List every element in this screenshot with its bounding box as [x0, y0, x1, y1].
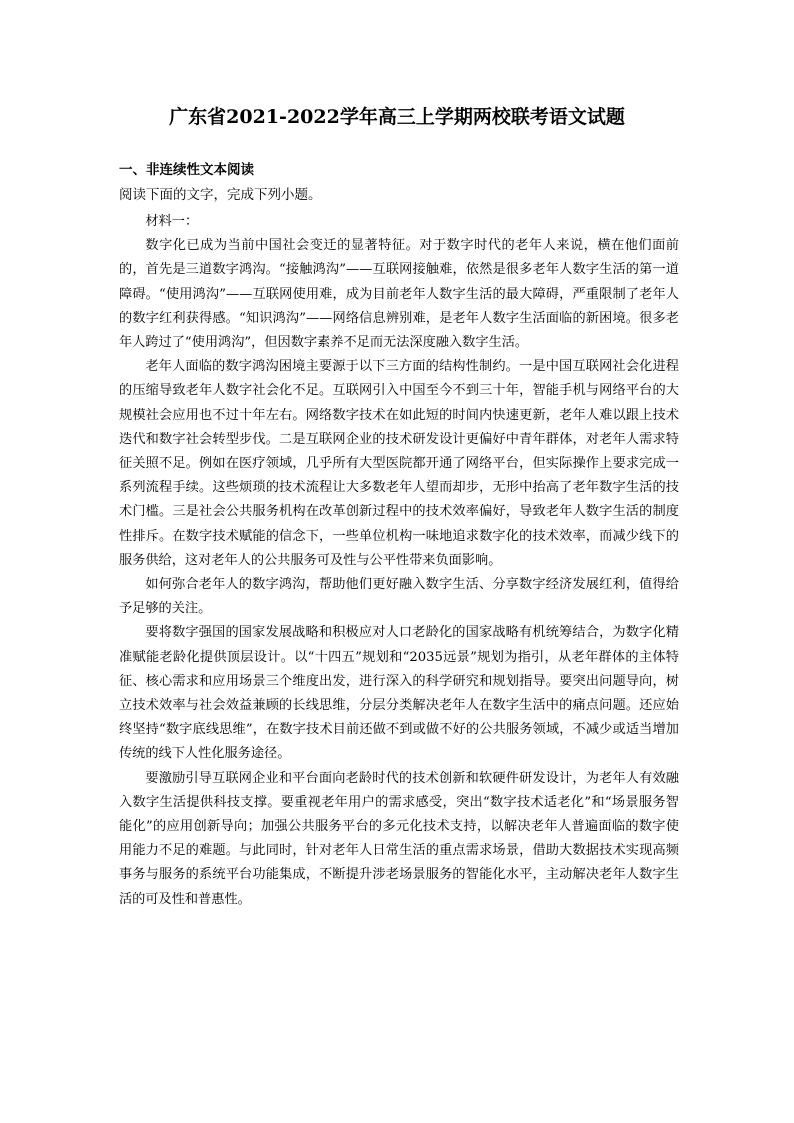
- paragraph-2: 老年人面临的数字鸿沟困境主要源于以下三方面的结构性制约。一是中国互联网社会化进程的压缩导致老年人数字社会化不足。互联网引入中国至今不到三十年，智能手机与网络平台的大规模社会应用也不过十年左右。网络数字技术在如此短的时间内快速更新，老年人难以跟上技术迭代和数字社会转型步伐。二是互联网企业的技术研发设计更偏好中青年群体，对老年人需求特征关照不足。例如在医疗领域，几乎所有大型医院都开通了网络平台，但实际操作上要求完成一系列流程手续。这些烦琐的技术流程让大多数老年人望而却步，无形中抬高了老年数字生活的技术门槛。三是社会公共服务机构在改革创新过程中的技术效率偏好，导致老年人数字生活的制度性排斥。在数字技术赋能的信念下，一些单位机构一味地追求数字化的技术效率，而减少线下的服务供给，这对老年人的公共服务可及性与公平性带来负面影响。: [119, 359, 679, 568]
- article-body: [119, 210, 679, 912]
- reading-instruction: 阅读下面的文字，完成下列小题。: [119, 187, 322, 203]
- page-title: 广东省2021-2022学年高三上学期两校联考语文试题: [169, 106, 625, 128]
- material-label: 材料一：: [145, 214, 199, 229]
- paragraph-3: 如何弥合老年人的数字鸿沟，帮助他们更好融入数字生活、分享数字经济发展红利，值得给予足够的关注。: [119, 577, 679, 617]
- section-heading: 一、非连续性文本阅读: [119, 162, 254, 178]
- paragraph-1: 数字化已成为当前中国社会变迁的显著特征。对于数字时代的老年人来说，横在他们面前的，首先是三道数字鸿沟。“接触鸿沟”——互联网接触难，依然是很多老年人数字生活的第一道障碍。“使用鸿沟”——互联网使用难，成为目前老年人数字生活的最大障碍，严重限制了老年人的数字红利获得感。“知识鸿沟”——网络信息辨别难，是老年人数字生活面临的新困境。很多老年人跨过了“使用鸿沟”，但因数字素养不足而无法深度融入数字生活。: [119, 238, 679, 351]
- paragraph-4: 要将数字强国的国家发展战略和积极应对人口老龄化的国家战略有机统筹结合，为数字化精准赋能老龄化提供顶层设计。以“十四五”规划和“2035远景”规划为指引，从老年群体的主体特征、核心需求和应用场景三个维度出发，进行深入的科学研究和规划指导。要突出问题导向，树立技术效率与社会效益兼顾的长线思维，分层分类解决老年人在数字生活中的痛点问题。还应始终坚持“数字底线思维”，在数字技术目前还做不到或做不好的公共服务领域，不减少或适当增加传统的线下人性化服务途径。: [119, 625, 679, 762]
- paragraph-5: 要激励引导互联网企业和平台面向老龄时代的技术创新和软硬件研发设计，为老年人有效融入数字生活提供科技支撑。要重视老年用户的需求感受，突出“数字技术适老化”和“场景服务智能化”的应用创新导向；加强公共服务平台的多元化技术支持，以解决老年人普遍面临的数字使用能力不足的难题。与此同时，针对老年人日常生活的重点需求场景，借助大数据技术实现高频事务与服务的系统平台功能集成，不断提升涉老场景服务的智能化水平，主动解决老年人数字生活的可及性和普惠性。: [119, 770, 679, 907]
